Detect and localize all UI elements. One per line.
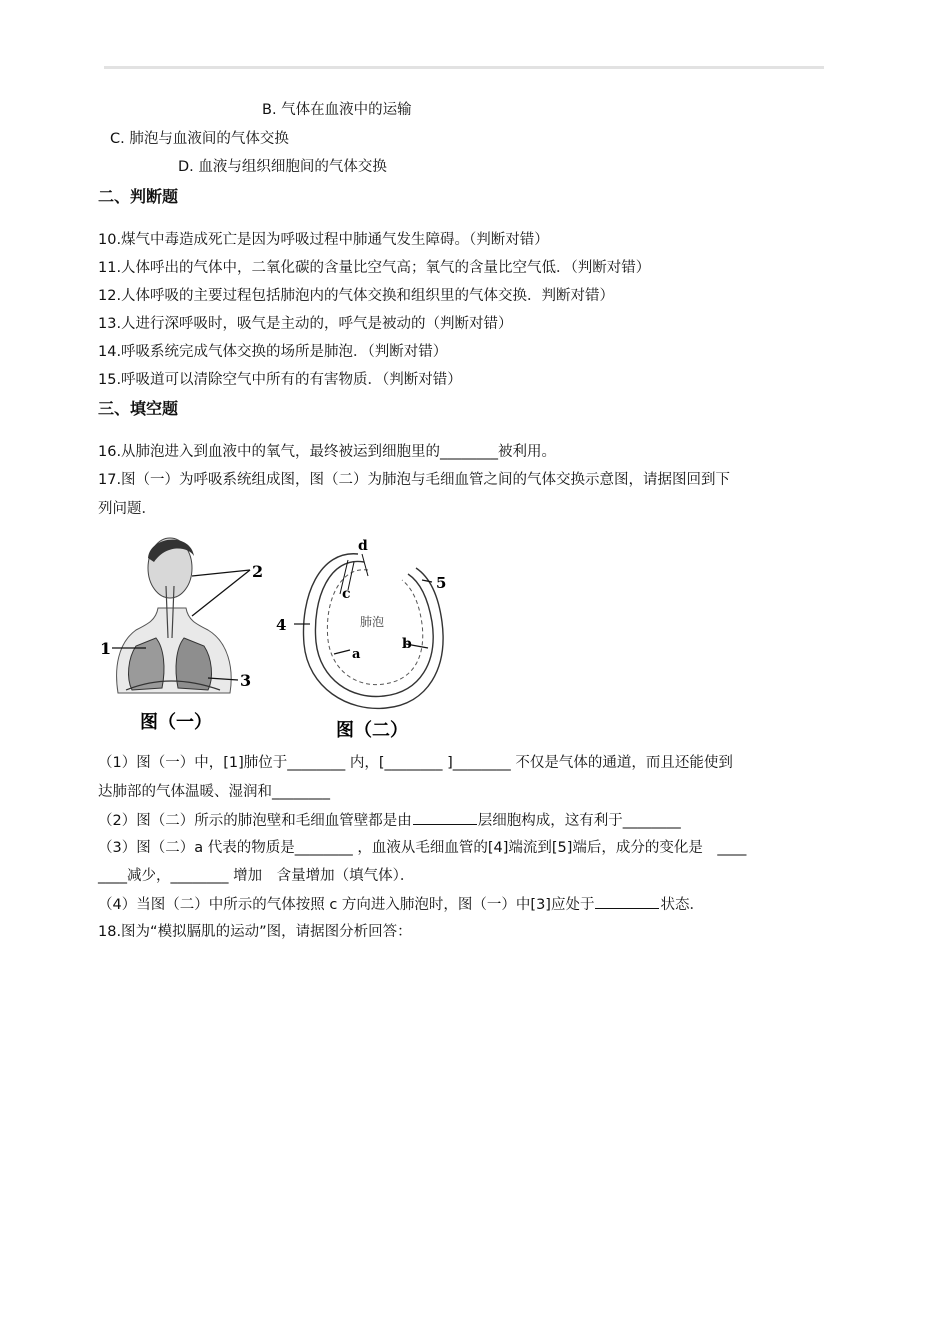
answer-blank-sub4	[595, 894, 659, 909]
question-17-sub4	[98, 894, 704, 915]
judge-item-12: 12.人体呼吸的主要过程包括肺泡内的气体交换和组织里的气体交换．判断对错）	[98, 288, 615, 304]
judge-item-15: 15.呼吸道可以清除空气中所有的有害物质．（判断对错）	[98, 372, 462, 388]
judge-item-14: 14.呼吸系统完成气体交换的场所是肺泡．（判断对错）	[98, 344, 448, 360]
figure1-label-3: 3	[240, 671, 252, 690]
figure2-alveolus-label: 肺泡	[360, 615, 385, 629]
figure1-label-2: 2	[252, 562, 264, 581]
option-d: D. 血液与组织细胞间的气体交换	[178, 159, 387, 175]
judge-item-10: 10.煤气中毒造成死亡是因为呼吸过程中肺通气发生障碍。（判断对错）	[98, 232, 549, 248]
judge-item-11: 11.人体呼出的气体中，二氧化碳的含量比空气高；氧气的含量比空气低．（判断对错）	[98, 260, 651, 276]
option-c: C. 肺泡与血液间的气体交换	[110, 131, 289, 147]
question-17-sub3-b: ____减少，________ 增加 含量增加（填气体）．	[98, 868, 415, 884]
header-rule	[104, 66, 824, 69]
figure2-label-a: a	[352, 647, 361, 662]
question-17-sub2-pre: （2）图（二）所示的肺泡壁和毛细血管壁都是由	[98, 813, 412, 829]
question-17-sub1-b: 达肺部的气体温暖、湿润和________	[98, 784, 330, 800]
question-16: 16.从肺泡进入到血液中的氧气，最终被运到细胞里的________被利用。	[98, 444, 557, 460]
figure-alveolus-exchange	[272, 532, 462, 742]
answer-blank-sub2	[413, 810, 477, 825]
figure-respiratory-system	[96, 528, 276, 743]
option-b: B. 气体在血液中的运输	[262, 102, 412, 118]
figure1-caption: 图（一）	[140, 712, 212, 733]
figure2-label-c: c	[342, 586, 351, 602]
figure2-label-b: b	[402, 636, 412, 652]
question-17-sub2	[98, 810, 681, 831]
question-17-sub2-post: 层细胞构成，这有利于________	[477, 813, 681, 829]
question-17-intro-1: 17.图（一）为呼吸系统组成图，图（二）为肺泡与毛细血管之间的气体交换示意图，请据图回到下	[98, 472, 731, 488]
question-17-intro-2: 列问题．	[98, 501, 156, 517]
section-heading-fill: 三、填空题	[98, 399, 179, 418]
figure2-caption: 图（二）	[336, 720, 408, 741]
judge-item-13: 13.人进行深呼吸时，吸气是主动的，呼气是被动的（判断对错）	[98, 316, 513, 332]
question-17-sub4-pre: （4）当图（二）中所示的气体按照 c 方向进入肺泡时，图（一）中[3]应处于	[98, 897, 595, 913]
question-17-sub1-a: （1）图（一）中，[1]肺位于________ 内，[________ ]________ 不仅是气体的通道，而且还能使到	[98, 755, 733, 771]
figure2-label-4: 4	[276, 616, 287, 634]
question-17-sub4-post: 状态．	[660, 897, 704, 913]
figure2-label-d: d	[358, 538, 368, 554]
question-18: 18.图为“模拟膈肌的运动”图，请据图分析回答：	[98, 924, 412, 940]
question-17-sub3-a: （3）图（二）a 代表的物质是________ ，血液从毛细血管的[4]端流到[5]端后，成分的变化是 ____	[98, 840, 747, 856]
section-heading-judge: 二、判断题	[98, 187, 179, 206]
figure2-label-5: 5	[436, 574, 447, 592]
figure1-label-1: 1	[100, 639, 112, 658]
